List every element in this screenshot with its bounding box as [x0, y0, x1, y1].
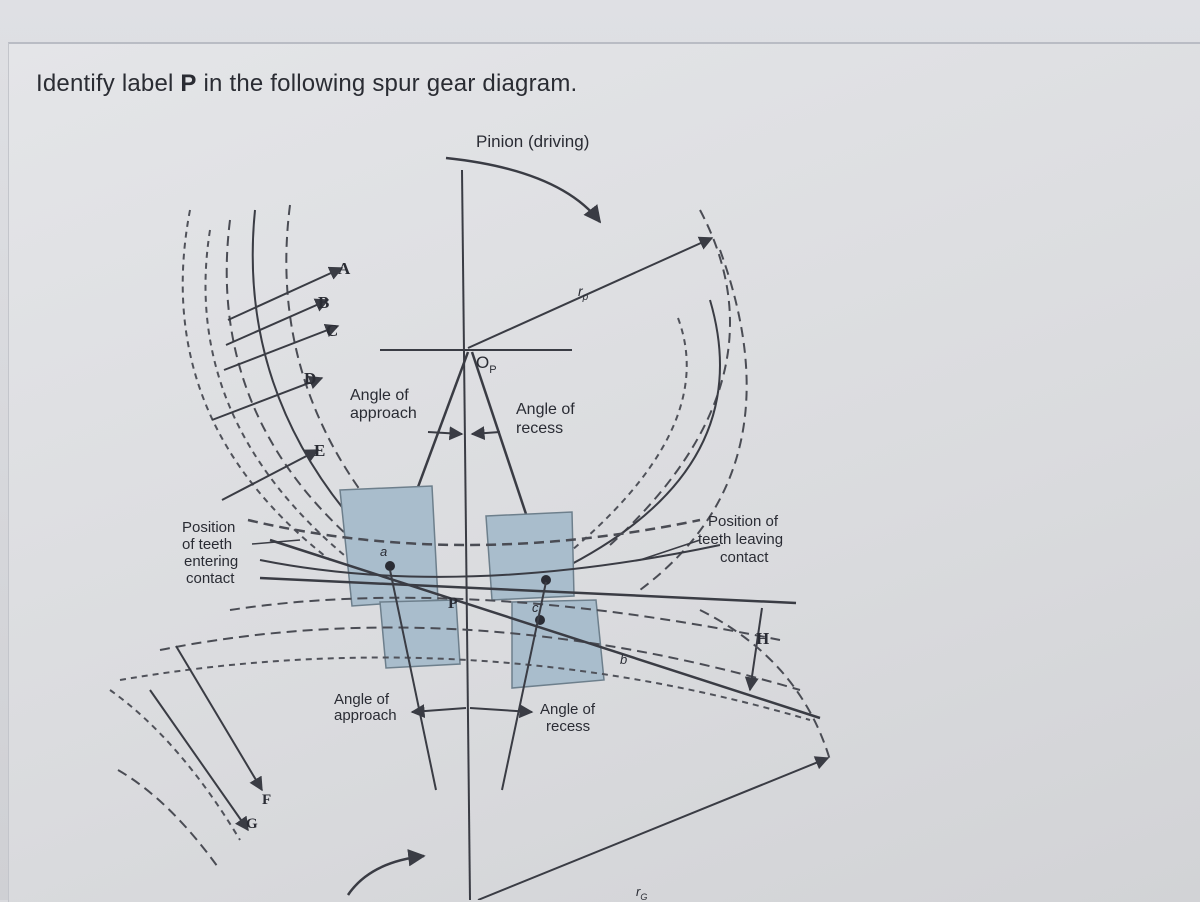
angle-recess-top-line-1: Angle of — [516, 401, 575, 418]
pinion-radius-label — [578, 283, 589, 303]
entering-contact-line-4: contact — [186, 570, 235, 587]
angle-recess-bottom-line-2: recess — [546, 718, 591, 735]
leaving-contact-line-3: contact — [720, 549, 769, 566]
pinion-radius-line — [468, 238, 712, 348]
letter-g: G — [246, 816, 258, 832]
pitch-curve-upper — [248, 520, 700, 545]
center-line — [462, 170, 470, 900]
dimension-c-line — [224, 326, 338, 370]
letter-h: H — [756, 629, 770, 648]
gear-left-arc-1 — [110, 690, 240, 840]
pitch-curve-gear — [230, 598, 780, 640]
angle-recess-bottom-label — [540, 701, 599, 735]
pinion-radius-main: r — [578, 283, 583, 299]
angle-recess-top-line-2: recess — [516, 420, 564, 437]
letter-d: D — [304, 369, 317, 388]
entering-contact-leader — [252, 540, 300, 544]
leaving-contact-line-1: Position of — [708, 513, 779, 530]
angle-recess-bottom-line-1: Angle of — [540, 701, 596, 718]
angle-approach-top-line-2: approach — [350, 405, 417, 422]
entering-contact-line-2: of teeth — [182, 536, 233, 553]
letter-f: F — [262, 792, 272, 808]
letter-a: A — [338, 259, 351, 278]
letter-p: P — [448, 595, 458, 612]
pinion-radius-sub: p — [582, 292, 589, 303]
letter-a-lower: a — [380, 544, 388, 559]
letter-e: E — [314, 441, 326, 460]
entering-contact-line-3: entering — [184, 553, 239, 570]
entering-contact-label — [182, 519, 242, 587]
leaving-contact-line-2: teeth leaving — [698, 531, 784, 548]
pinion-addendum-arc — [610, 210, 730, 545]
dimension-e-line — [222, 450, 318, 500]
pinion-dedendum-arc — [560, 300, 720, 570]
letter-b-lower: b — [620, 652, 628, 667]
pinion-pitch-arc — [560, 318, 687, 560]
center-label-sub: P — [489, 364, 497, 376]
gear-radius-line — [478, 758, 828, 900]
angle-approach-top-label — [350, 387, 417, 422]
angle-approach-bottom-line-2: approach — [334, 707, 397, 724]
gear-radius-sub: G — [640, 892, 648, 900]
angle-approach-bottom-label — [334, 691, 397, 724]
pinion-tooth-left — [340, 486, 438, 606]
pinion-label: Pinion (driving) — [476, 132, 590, 151]
angle-approach-arrow-top — [428, 432, 462, 434]
leaving-contact-label — [698, 513, 787, 566]
center-label-main: O — [476, 353, 490, 372]
angle-recess-arrow-top — [472, 432, 500, 434]
question-prefix: Identify label — [36, 70, 181, 97]
letter-c: C — [326, 321, 339, 340]
angle-approach-top-line-1: Angle of — [350, 387, 409, 404]
dimension-f-line — [176, 646, 262, 790]
question-suffix: in the following spur gear diagram. — [196, 70, 578, 97]
pinion-rotation-arrow — [446, 158, 600, 222]
dimension-g-line — [150, 690, 248, 830]
angle-approach-bottom-line-1: Angle of — [334, 691, 390, 708]
gear-dedendum-curve — [120, 658, 810, 721]
question-highlight: P — [180, 70, 197, 97]
entering-contact-line-1: Position — [182, 519, 236, 536]
letter-c-lower: c — [532, 600, 539, 615]
letter-b: B — [318, 293, 330, 312]
gear-radius-label — [636, 884, 647, 900]
contact-point-a — [385, 561, 395, 571]
angle-recess-arrow-bottom — [470, 708, 532, 712]
gear-radius-main: r — [636, 884, 641, 899]
pinion-tooth-right — [486, 512, 574, 600]
dimension-b-line — [226, 300, 328, 345]
angle-recess-top-label — [516, 401, 579, 437]
gear-rotation-arrow — [348, 856, 424, 895]
